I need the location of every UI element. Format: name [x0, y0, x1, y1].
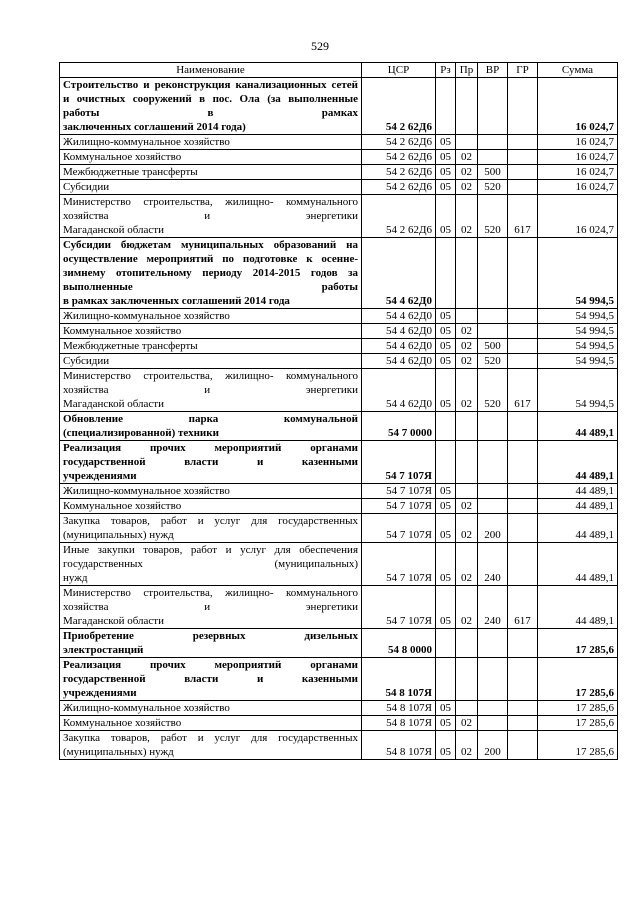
budget-table — [59, 62, 618, 760]
row-csr: 54 8 0000 — [362, 629, 436, 658]
row-pr — [456, 412, 478, 441]
row-name — [60, 150, 362, 165]
row-name-line: коммунального хозяйства и энергетики — [63, 196, 359, 222]
row-sum: 17 285,6 — [538, 658, 618, 701]
row-rz — [436, 412, 456, 441]
row-name-line: по подготовке к осенне-зимнему отопительному — [63, 253, 358, 279]
row-sum: 54 994,5 — [538, 369, 618, 412]
row-rz: 05 — [436, 354, 456, 369]
row-name — [60, 441, 362, 484]
row-pr: 02 — [456, 499, 478, 514]
row-gr: 617 — [508, 369, 538, 412]
row-gr — [508, 543, 538, 586]
row-gr — [508, 514, 538, 543]
row-vr: 500 — [478, 165, 508, 180]
header-vr: ВР — [478, 63, 508, 78]
table-row — [60, 135, 618, 150]
row-rz — [436, 441, 456, 484]
row-name-line: Реализация прочих мероприятий органами — [63, 659, 358, 671]
row-name-line: Субсидии бюджетам муниципальных — [63, 239, 264, 251]
row-name — [60, 514, 362, 543]
row-csr: 54 7 107Я — [362, 499, 436, 514]
table-row — [60, 586, 618, 629]
row-csr: 54 8 107Я — [362, 731, 436, 760]
row-pr: 02 — [456, 195, 478, 238]
row-name-line: (муниципальных) нужд — [63, 529, 174, 541]
row-name-line: Межбюджетные трансферты — [63, 166, 198, 178]
row-vr: 240 — [478, 586, 508, 629]
table-row — [60, 324, 618, 339]
table-row — [60, 658, 618, 701]
row-gr — [508, 339, 538, 354]
row-sum: 17 285,6 — [538, 731, 618, 760]
table-row — [60, 499, 618, 514]
row-name — [60, 629, 362, 658]
row-rz: 05 — [436, 369, 456, 412]
row-gr — [508, 165, 538, 180]
row-csr: 54 4 62Д0 — [362, 354, 436, 369]
row-gr — [508, 309, 538, 324]
row-pr — [456, 658, 478, 701]
row-csr: 54 2 62Д6 — [362, 135, 436, 150]
table-row — [60, 716, 618, 731]
row-name-line: (специализированной) техники — [63, 427, 219, 439]
row-name-line: Коммунальное хозяйство — [63, 717, 182, 729]
row-rz: 05 — [436, 586, 456, 629]
row-rz: 05 — [436, 731, 456, 760]
row-sum: 54 994,5 — [538, 324, 618, 339]
row-pr: 02 — [456, 731, 478, 760]
row-vr — [478, 716, 508, 731]
row-name-line: Жилищно-коммунальное хозяйство — [63, 702, 230, 714]
row-rz: 05 — [436, 324, 456, 339]
row-pr: 02 — [456, 543, 478, 586]
row-name-line: электростанций — [63, 644, 144, 656]
row-gr: 617 — [508, 195, 538, 238]
table-row — [60, 441, 618, 484]
table-row — [60, 701, 618, 716]
row-name-line: Жилищно-коммунальное хозяйство — [63, 310, 230, 322]
row-name — [60, 484, 362, 499]
row-name-line: образований на осуществление мероприятий — [63, 239, 359, 265]
row-name-line: нужд — [63, 572, 88, 584]
row-name-line: государственной власти и казенными — [63, 673, 358, 685]
row-sum: 16 024,7 — [538, 195, 618, 238]
row-vr — [478, 238, 508, 309]
header-rz: Рз — [436, 63, 456, 78]
row-sum: 16 024,7 — [538, 180, 618, 195]
row-name-line: периоду 2014-2015 годов за выполненные работы — [63, 267, 358, 293]
row-name-line: учреждениями — [63, 470, 137, 482]
row-rz: 05 — [436, 484, 456, 499]
row-pr — [456, 701, 478, 716]
table-row — [60, 412, 618, 441]
row-pr: 02 — [456, 716, 478, 731]
row-name-line: Министерство строительства, жилищно- — [63, 587, 274, 599]
row-name-line: Реализация прочих мероприятий органами — [63, 442, 358, 454]
row-gr — [508, 499, 538, 514]
row-vr — [478, 441, 508, 484]
row-vr: 200 — [478, 514, 508, 543]
row-vr: 520 — [478, 180, 508, 195]
row-name — [60, 195, 362, 238]
row-vr — [478, 412, 508, 441]
row-name-line: Закупка товаров, работ и услуг для государственных — [63, 515, 358, 527]
row-rz: 05 — [436, 150, 456, 165]
row-name-line: Коммунальное хозяйство — [63, 325, 182, 337]
row-csr: 54 7 0000 — [362, 412, 436, 441]
row-gr — [508, 731, 538, 760]
row-name-line: Министерство строительства, жилищно- — [63, 370, 274, 382]
row-name — [60, 180, 362, 195]
row-name-line: коммунального хозяйства и энергетики — [63, 587, 359, 613]
row-sum: 16 024,7 — [538, 165, 618, 180]
row-csr: 54 8 107Я — [362, 658, 436, 701]
row-pr: 02 — [456, 369, 478, 412]
row-gr — [508, 701, 538, 716]
row-name — [60, 543, 362, 586]
row-name-line: Закупка товаров, работ и услуг для государственных — [63, 732, 358, 744]
row-vr: 200 — [478, 731, 508, 760]
row-rz: 05 — [436, 309, 456, 324]
row-vr — [478, 78, 508, 135]
row-name — [60, 324, 362, 339]
table-body — [60, 78, 618, 760]
table-row — [60, 369, 618, 412]
row-csr: 54 4 62Д0 — [362, 324, 436, 339]
table-row — [60, 150, 618, 165]
row-sum: 16 024,7 — [538, 78, 618, 135]
row-name — [60, 309, 362, 324]
header-sum: Сумма — [538, 63, 618, 78]
row-csr: 54 4 62Д0 — [362, 238, 436, 309]
row-vr — [478, 324, 508, 339]
row-vr: 500 — [478, 339, 508, 354]
row-vr — [478, 499, 508, 514]
table-row — [60, 543, 618, 586]
row-name — [60, 701, 362, 716]
row-pr: 02 — [456, 354, 478, 369]
row-sum: 54 994,5 — [538, 309, 618, 324]
row-vr — [478, 658, 508, 701]
row-pr: 02 — [456, 180, 478, 195]
row-name — [60, 135, 362, 150]
row-sum: 16 024,7 — [538, 135, 618, 150]
row-sum: 44 489,1 — [538, 586, 618, 629]
row-vr — [478, 150, 508, 165]
row-sum: 44 489,1 — [538, 412, 618, 441]
table-row — [60, 195, 618, 238]
row-rz — [436, 78, 456, 135]
row-sum: 44 489,1 — [538, 543, 618, 586]
table-row — [60, 165, 618, 180]
row-sum: 44 489,1 — [538, 514, 618, 543]
row-sum: 17 285,6 — [538, 716, 618, 731]
row-vr — [478, 629, 508, 658]
row-rz: 05 — [436, 514, 456, 543]
table-row — [60, 484, 618, 499]
row-name-line: в пос. Ола (за выполненные работы в рамках — [63, 93, 359, 119]
table-row — [60, 238, 618, 309]
row-pr: 02 — [456, 150, 478, 165]
row-sum: 44 489,1 — [538, 484, 618, 499]
row-gr — [508, 180, 538, 195]
row-name — [60, 499, 362, 514]
row-pr — [456, 238, 478, 309]
row-csr: 54 7 107Я — [362, 586, 436, 629]
row-pr — [456, 629, 478, 658]
row-gr — [508, 324, 538, 339]
row-name-line: Коммунальное хозяйство — [63, 151, 182, 163]
row-name-line: Коммунальное хозяйство — [63, 500, 182, 512]
row-name — [60, 354, 362, 369]
row-rz: 05 — [436, 135, 456, 150]
row-gr — [508, 658, 538, 701]
row-pr — [456, 135, 478, 150]
row-name — [60, 165, 362, 180]
row-name — [60, 731, 362, 760]
row-sum: 54 994,5 — [538, 238, 618, 309]
row-csr: 54 7 107Я — [362, 484, 436, 499]
row-csr: 54 4 62Д0 — [362, 309, 436, 324]
row-pr: 02 — [456, 324, 478, 339]
row-gr — [508, 78, 538, 135]
row-rz: 05 — [436, 716, 456, 731]
row-vr: 520 — [478, 369, 508, 412]
row-vr: 240 — [478, 543, 508, 586]
row-pr: 02 — [456, 339, 478, 354]
row-gr — [508, 238, 538, 309]
row-vr — [478, 309, 508, 324]
row-sum: 54 994,5 — [538, 354, 618, 369]
row-sum: 44 489,1 — [538, 441, 618, 484]
row-name — [60, 339, 362, 354]
row-rz — [436, 658, 456, 701]
table-row — [60, 339, 618, 354]
row-pr — [456, 441, 478, 484]
row-csr: 54 2 62Д6 — [362, 165, 436, 180]
page-number: 529 — [311, 39, 329, 53]
row-rz: 05 — [436, 165, 456, 180]
row-name-line: для обеспечения государственных (муниципальных) — [63, 544, 358, 570]
row-csr: 54 2 62Д6 — [362, 195, 436, 238]
row-name-line: канализационных сетей и очистных сооружений — [63, 79, 358, 105]
row-csr: 54 7 107Я — [362, 441, 436, 484]
row-name-line: государственной власти и казенными — [63, 456, 358, 468]
row-pr — [456, 309, 478, 324]
row-gr — [508, 716, 538, 731]
row-sum: 54 994,5 — [538, 339, 618, 354]
row-name-line: Строительство и реконструкция — [63, 79, 231, 91]
row-name-line: Магаданской области — [63, 398, 164, 410]
row-name-line: в рамках заключенных соглашений 2014 года — [63, 295, 290, 307]
row-csr: 54 8 107Я — [362, 701, 436, 716]
row-gr: 617 — [508, 586, 538, 629]
row-gr — [508, 150, 538, 165]
header-gr: ГР — [508, 63, 538, 78]
row-sum: 44 489,1 — [538, 499, 618, 514]
row-name — [60, 78, 362, 135]
row-vr — [478, 484, 508, 499]
row-sum: 17 285,6 — [538, 629, 618, 658]
row-name-line: Субсидии — [63, 181, 110, 193]
row-vr: 520 — [478, 195, 508, 238]
row-pr: 02 — [456, 514, 478, 543]
table-row — [60, 78, 618, 135]
row-vr: 520 — [478, 354, 508, 369]
row-name-line: Жилищно-коммунальное хозяйство — [63, 136, 230, 148]
row-csr: 54 2 62Д6 — [362, 150, 436, 165]
row-name — [60, 412, 362, 441]
row-name-line: Приобретение резервных дизельных — [63, 630, 358, 642]
row-rz: 05 — [436, 701, 456, 716]
table-row — [60, 629, 618, 658]
row-pr — [456, 484, 478, 499]
row-sum: 17 285,6 — [538, 701, 618, 716]
row-name-line: Субсидии — [63, 355, 110, 367]
row-sum: 16 024,7 — [538, 150, 618, 165]
row-rz — [436, 629, 456, 658]
table-row — [60, 180, 618, 195]
row-csr: 54 4 62Д0 — [362, 369, 436, 412]
header-csr: ЦСР — [362, 63, 436, 78]
row-gr — [508, 484, 538, 499]
row-csr: 54 7 107Я — [362, 543, 436, 586]
row-gr — [508, 135, 538, 150]
row-csr: 54 7 107Я — [362, 514, 436, 543]
row-name-line: Обновление парка коммунальной — [63, 413, 358, 425]
row-rz: 05 — [436, 339, 456, 354]
table-row — [60, 731, 618, 760]
row-vr — [478, 701, 508, 716]
row-pr: 02 — [456, 586, 478, 629]
row-gr — [508, 629, 538, 658]
header-row — [60, 63, 618, 78]
row-rz: 05 — [436, 499, 456, 514]
row-rz: 05 — [436, 195, 456, 238]
row-name — [60, 716, 362, 731]
row-name-line: (муниципальных) нужд — [63, 746, 174, 758]
header-pr: Пр — [456, 63, 478, 78]
row-name — [60, 586, 362, 629]
row-vr — [478, 135, 508, 150]
row-rz — [436, 238, 456, 309]
row-csr: 54 8 107Я — [362, 716, 436, 731]
row-rz: 05 — [436, 543, 456, 586]
row-name-line: Министерство строительства, жилищно- — [63, 196, 274, 208]
row-pr: 02 — [456, 165, 478, 180]
row-csr: 54 4 62Д0 — [362, 339, 436, 354]
row-name — [60, 658, 362, 701]
row-name — [60, 369, 362, 412]
row-gr — [508, 412, 538, 441]
row-pr — [456, 78, 478, 135]
row-csr: 54 2 62Д6 — [362, 78, 436, 135]
row-gr — [508, 441, 538, 484]
row-gr — [508, 354, 538, 369]
row-rz: 05 — [436, 180, 456, 195]
table-row — [60, 354, 618, 369]
header-name: Наименование — [60, 63, 362, 78]
row-name-line: заключенных соглашений 2014 года) — [63, 121, 246, 133]
row-name-line: Межбюджетные трансферты — [63, 340, 198, 352]
row-name-line: коммунального хозяйства и энергетики — [63, 370, 359, 396]
row-name-line: Магаданской области — [63, 224, 164, 236]
row-name-line: Жилищно-коммунальное хозяйство — [63, 485, 230, 497]
table-row — [60, 309, 618, 324]
row-name-line: учреждениями — [63, 687, 137, 699]
table-row — [60, 514, 618, 543]
row-name-line: Иные закупки товаров, работ и услуг — [63, 544, 266, 556]
row-csr: 54 2 62Д6 — [362, 180, 436, 195]
row-name — [60, 238, 362, 309]
row-name-line: Магаданской области — [63, 615, 164, 627]
